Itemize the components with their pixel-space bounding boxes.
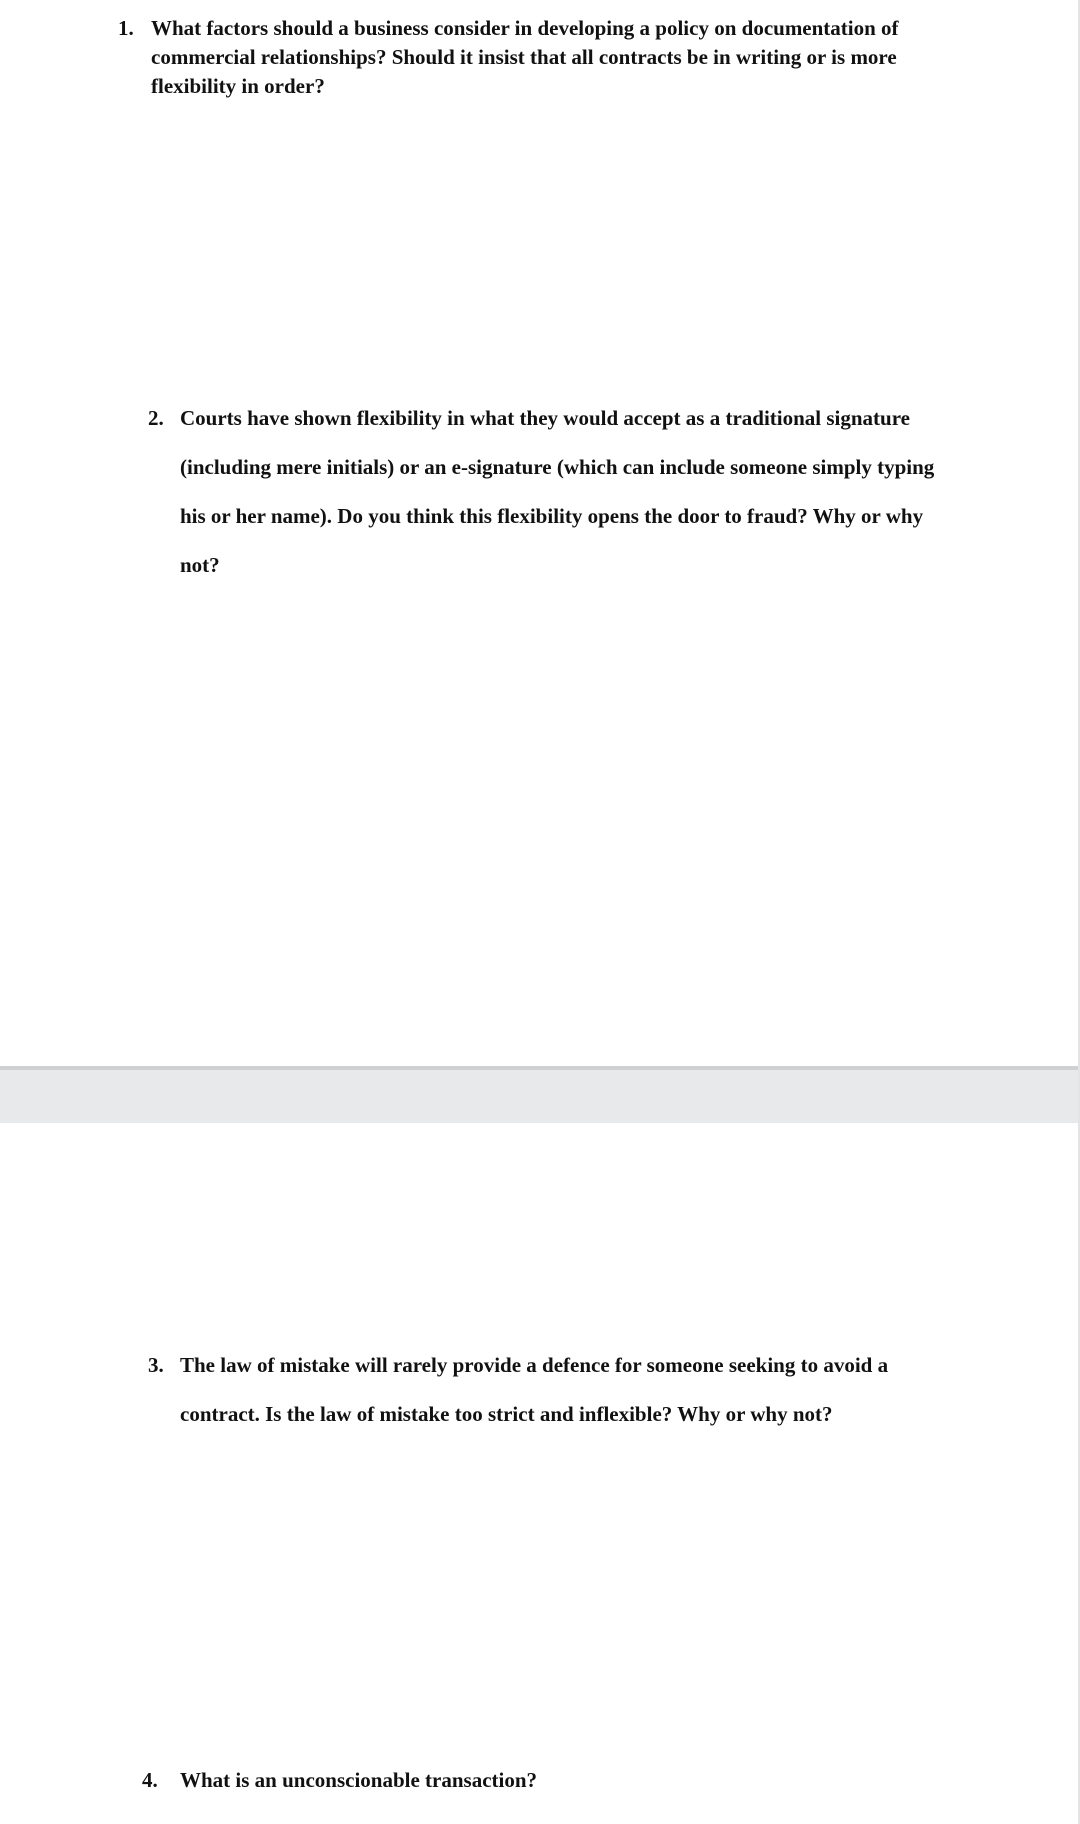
question-number: 4. <box>142 1768 158 1792</box>
page-shadow <box>0 1066 1080 1070</box>
question-line: What is an unconscionable transaction? <box>180 1768 538 1792</box>
question-text <box>180 1341 888 1439</box>
question-number: 3. <box>148 1353 164 1377</box>
question-line: flexibility in order? <box>151 74 325 98</box>
question-number: 1. <box>118 16 134 40</box>
page-break <box>0 1066 1080 1123</box>
question-text <box>180 1766 537 1795</box>
question-line: Courts have shown flexibility in what they would accept as a traditional signature <box>180 406 910 430</box>
document-page-2 <box>0 1123 1078 1824</box>
question-line: not? <box>180 553 220 577</box>
question-text <box>180 394 934 590</box>
question-line: commercial relationships? Should it insist that all contracts be in writing or is more <box>151 45 897 69</box>
question-text <box>151 14 899 101</box>
question-line: The law of mistake will rarely provide a defence for someone seeking to avoid a <box>180 1353 889 1377</box>
question-line: contract. Is the law of mistake too strict and inflexible? Why or why not? <box>180 1402 833 1426</box>
question-line: (including mere initials) or an e-signature (which can include someone simply typing <box>180 455 935 479</box>
question-number: 2. <box>148 406 164 430</box>
question-line: his or her name). Do you think this flexibility opens the door to fraud? Why or why <box>180 504 924 528</box>
question-line: What factors should a business consider in developing a policy on documentation of <box>151 16 899 40</box>
